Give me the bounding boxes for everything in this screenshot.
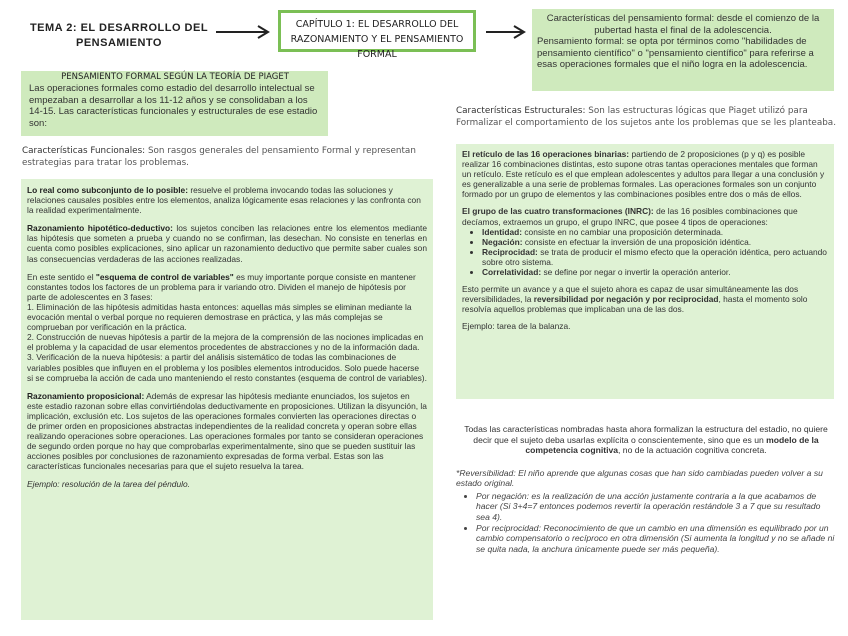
piaget-text: Las operaciones formales como estadio del desarrollo intelectual se empezaban a desarrollar a los 11-12 años y se consolidaban a los 14-15. Las características funcionales y estructurales de ese estadio son:: [29, 83, 318, 129]
reversibility-note: *Reversibilidad: El niño aprende que algunas cosas que han sido cambiadas pueden volver a su estado original. • Por negación: es la realización de una acción justamente contraria a la que acabamos de hacer (Si 3+4=7 entonces podemos revertir la operación restándole 3 a 7 que su resultado sea 4). • Por reciprocidad: Reconocimiento de que un cambio en una dimensión es equilibrado por un cambio compensatorio o recíproco en otra dimensión (Si aumenta la longitud y no se añade ni se quita nada, la anchura únicamente puede ser más pequeña).: [456, 468, 836, 555]
chapter-title: CAPÍTULO 1: EL DESARROLLO DEL RAZONAMIENTO Y EL PENSAMIENTO FORMAL: [278, 10, 476, 52]
propositional-paragraph: Razonamiento proposicional: Además de expresar las hipótesis mediante enunciados, los sujetos en este estadio razonan sobre ellas convirtiéndolas deductivamente en proposiciones. Utilizan la disyunción, la implicación, exclusión etc. Los sujetos de las operaciones formales convierten las operaciones directas o de primer orden en proposiciones abstractas independientes de la realidad concreta y operan sobre ellas realizando operaciones sobre operaciones. Las operaciones formales por tanto se consideran operaciones de segundo orden porque no hay que comprobarlas experimentalmente, sino que se pueden sustituir las acciones posibles por conclusiones de razonamiento expresadas de forma verbal. Estas son las características funcionales necesarias para que el sujeto resuelva la tarea.: [27, 390, 427, 472]
binary-operations-paragraph: El retículo de las 16 operaciones binarias: partiendo de 2 proposiciones (p y q) es posible realizar 16 combinaciones distintas, esto supone otras tantas operaciones mentales que forman un retículo. Este retículo es el que emplean adolescentes y adultos para llegar a una conclusión y es generalizable a una serie de problemas formales. Las operaciones formales son un conjunto formado por un grupo de elementos y las combinaciones posibles entre dos o más de ellos.: [462, 149, 825, 200]
list-item: • Correlatividad: se define por negar o invertir la operación anterior.: [482, 267, 828, 277]
real-as-possible-paragraph: Lo real como subconjunto de lo posible: resuelve el problema invocando todas las soluciones y relaciones causales posibles entre los elementos, analiza lógicamente esas relaciones y las confronta con la realidad experimentalmente.: [27, 185, 421, 216]
structural-box: [456, 144, 834, 399]
piaget-box: [21, 71, 328, 136]
inrc-list: [462, 227, 828, 277]
pendulum-example: Ejemplo: resolución de la tarea del péndulo.: [27, 479, 190, 490]
formal-thought-period: Características del pensamiento formal: desde el comienzo de la pubertad hasta el final de la adolescencia.: [546, 13, 820, 36]
formal-thought-characteristics-box: [532, 9, 834, 91]
hypothetico-deductive-paragraph: Razonamiento hipotético-deductivo: los sujetos conciben las relaciones entre los elementos mediante las hipótesis que someten a prueba y cuando no se confirman, las desechan. No consiste en tenerlas en cuenta como posibles explicaciones, sino aplicar un razonamiento deductivo que permite saber cuales son las consecuencias verdaderas de las acciones realizadas.: [27, 223, 428, 264]
inrc-paragraph: El grupo de las cuatro transformaciones (INRC): de las 16 posibles combinaciones que decíamos, extraemos un grupo, el grupo INRC, que posee 4 tipos de operaciones:: [462, 206, 798, 227]
functional-box: [21, 179, 433, 620]
balance-example: Ejemplo: tarea de la balanza.: [462, 321, 571, 332]
summary-text: Todas las características nombradas hasta ahora formalizan la estructura del estadio, no quiere decir que el sujeto deba usarlas explícita o conscientemente, sino que es un modelo de la competencia cognitiva, no de la actuación cognitiva concreta.: [464, 424, 828, 455]
variable-control-paragraph: En este sentido el "esquema de control de variables" es muy importante porque consiste en mantener constantes todos los factores de un problema para ir variando otro. Dividen el manejo de hipótesis por parte de adolescentes en 3 fases: 1. Eliminación de las hipótesis admitidas hasta entonces: aquellas más simples se eliminan mediante la evocación mental o verbal porque no requieren demostrase en práctica, y las más complejas se comprueban por verificación en la práctica. 2. Construcción de nuevas hipótesis a partir de la mejora de la comprensión de las nociones implicadas en el problema y la capacidad de usar elementos procedentes de abstracciones y no de la información dada. 3. Verificación de la nueva hipótesis: a partir del análisis sistemático de todas las combinaciones de variables posibles que influyen en el problema y los posibles elementos introducidos. Solo puede hacerse si se comprueba la acción de cada uno manteniendo el resto constantes (esquema de control de variables).: [27, 271, 427, 383]
list-item: • Negación: consiste en efectuar la inversión de una proposición idéntica.: [482, 237, 828, 247]
list-item: • Identidad: consiste en no cambiar una proposición determinada.: [482, 227, 828, 237]
arrow-right-icon: [214, 24, 274, 40]
reversibility-paragraph: Esto permite un avance y a que el sujeto ahora es capaz de usar simultáneamente las dos reversibilidades, la reversibilidad por negación y por reciprocidad, hasta el momento solo resolvía aquellos problemas que implicaban una de las dos.: [462, 284, 808, 315]
piaget-heading: PENSAMIENTO FORMAL SEGÚN LA TEORÍA DE PIAGET: [61, 72, 289, 82]
topic-title: TEMA 2: EL DESARROLLO DEL PENSAMIENTO: [29, 22, 209, 49]
list-item: • Reciprocidad: se trata de producir el mismo efecto que la operación idéntica, pero actuando sobre otro sistema.: [482, 247, 828, 267]
structural-heading: Características Estructurales: Son las estructuras lógicas que Piaget utilizó para Formalizar el comportamiento de los sujetos ante los problemas que se les planteaba.: [456, 106, 836, 128]
list-item: • Por reciprocidad: Reconocimiento de que un cambio en una dimensión es equilibrado por un cambio compensatorio o recíproco en otra dimensión (Si aumenta la longitud y no se añade ni se quita nada, la anchura únicamente puede ser más pequeña).: [476, 523, 836, 554]
list-item: • Por negación: es la realización de una acción justamente contraria a la que acabamos de hacer (Si 3+4=7 entonces podemos revertir la operación restándole 3 a 7 que su resultado sea 4).: [476, 491, 836, 522]
arrow-right-icon: [484, 24, 530, 40]
formal-thought-definition: Pensamiento formal: se opta por términos como "habilidades de pensamiento científico" o "pensamiento científico" para referirse a esas operaciones formales que el niño logra en la adolescencia.: [537, 36, 814, 70]
functional-heading: Características Funcionales: Son rasgos generales del pensamiento Formal y representan estrategias para tratar los problemas.: [22, 146, 416, 168]
